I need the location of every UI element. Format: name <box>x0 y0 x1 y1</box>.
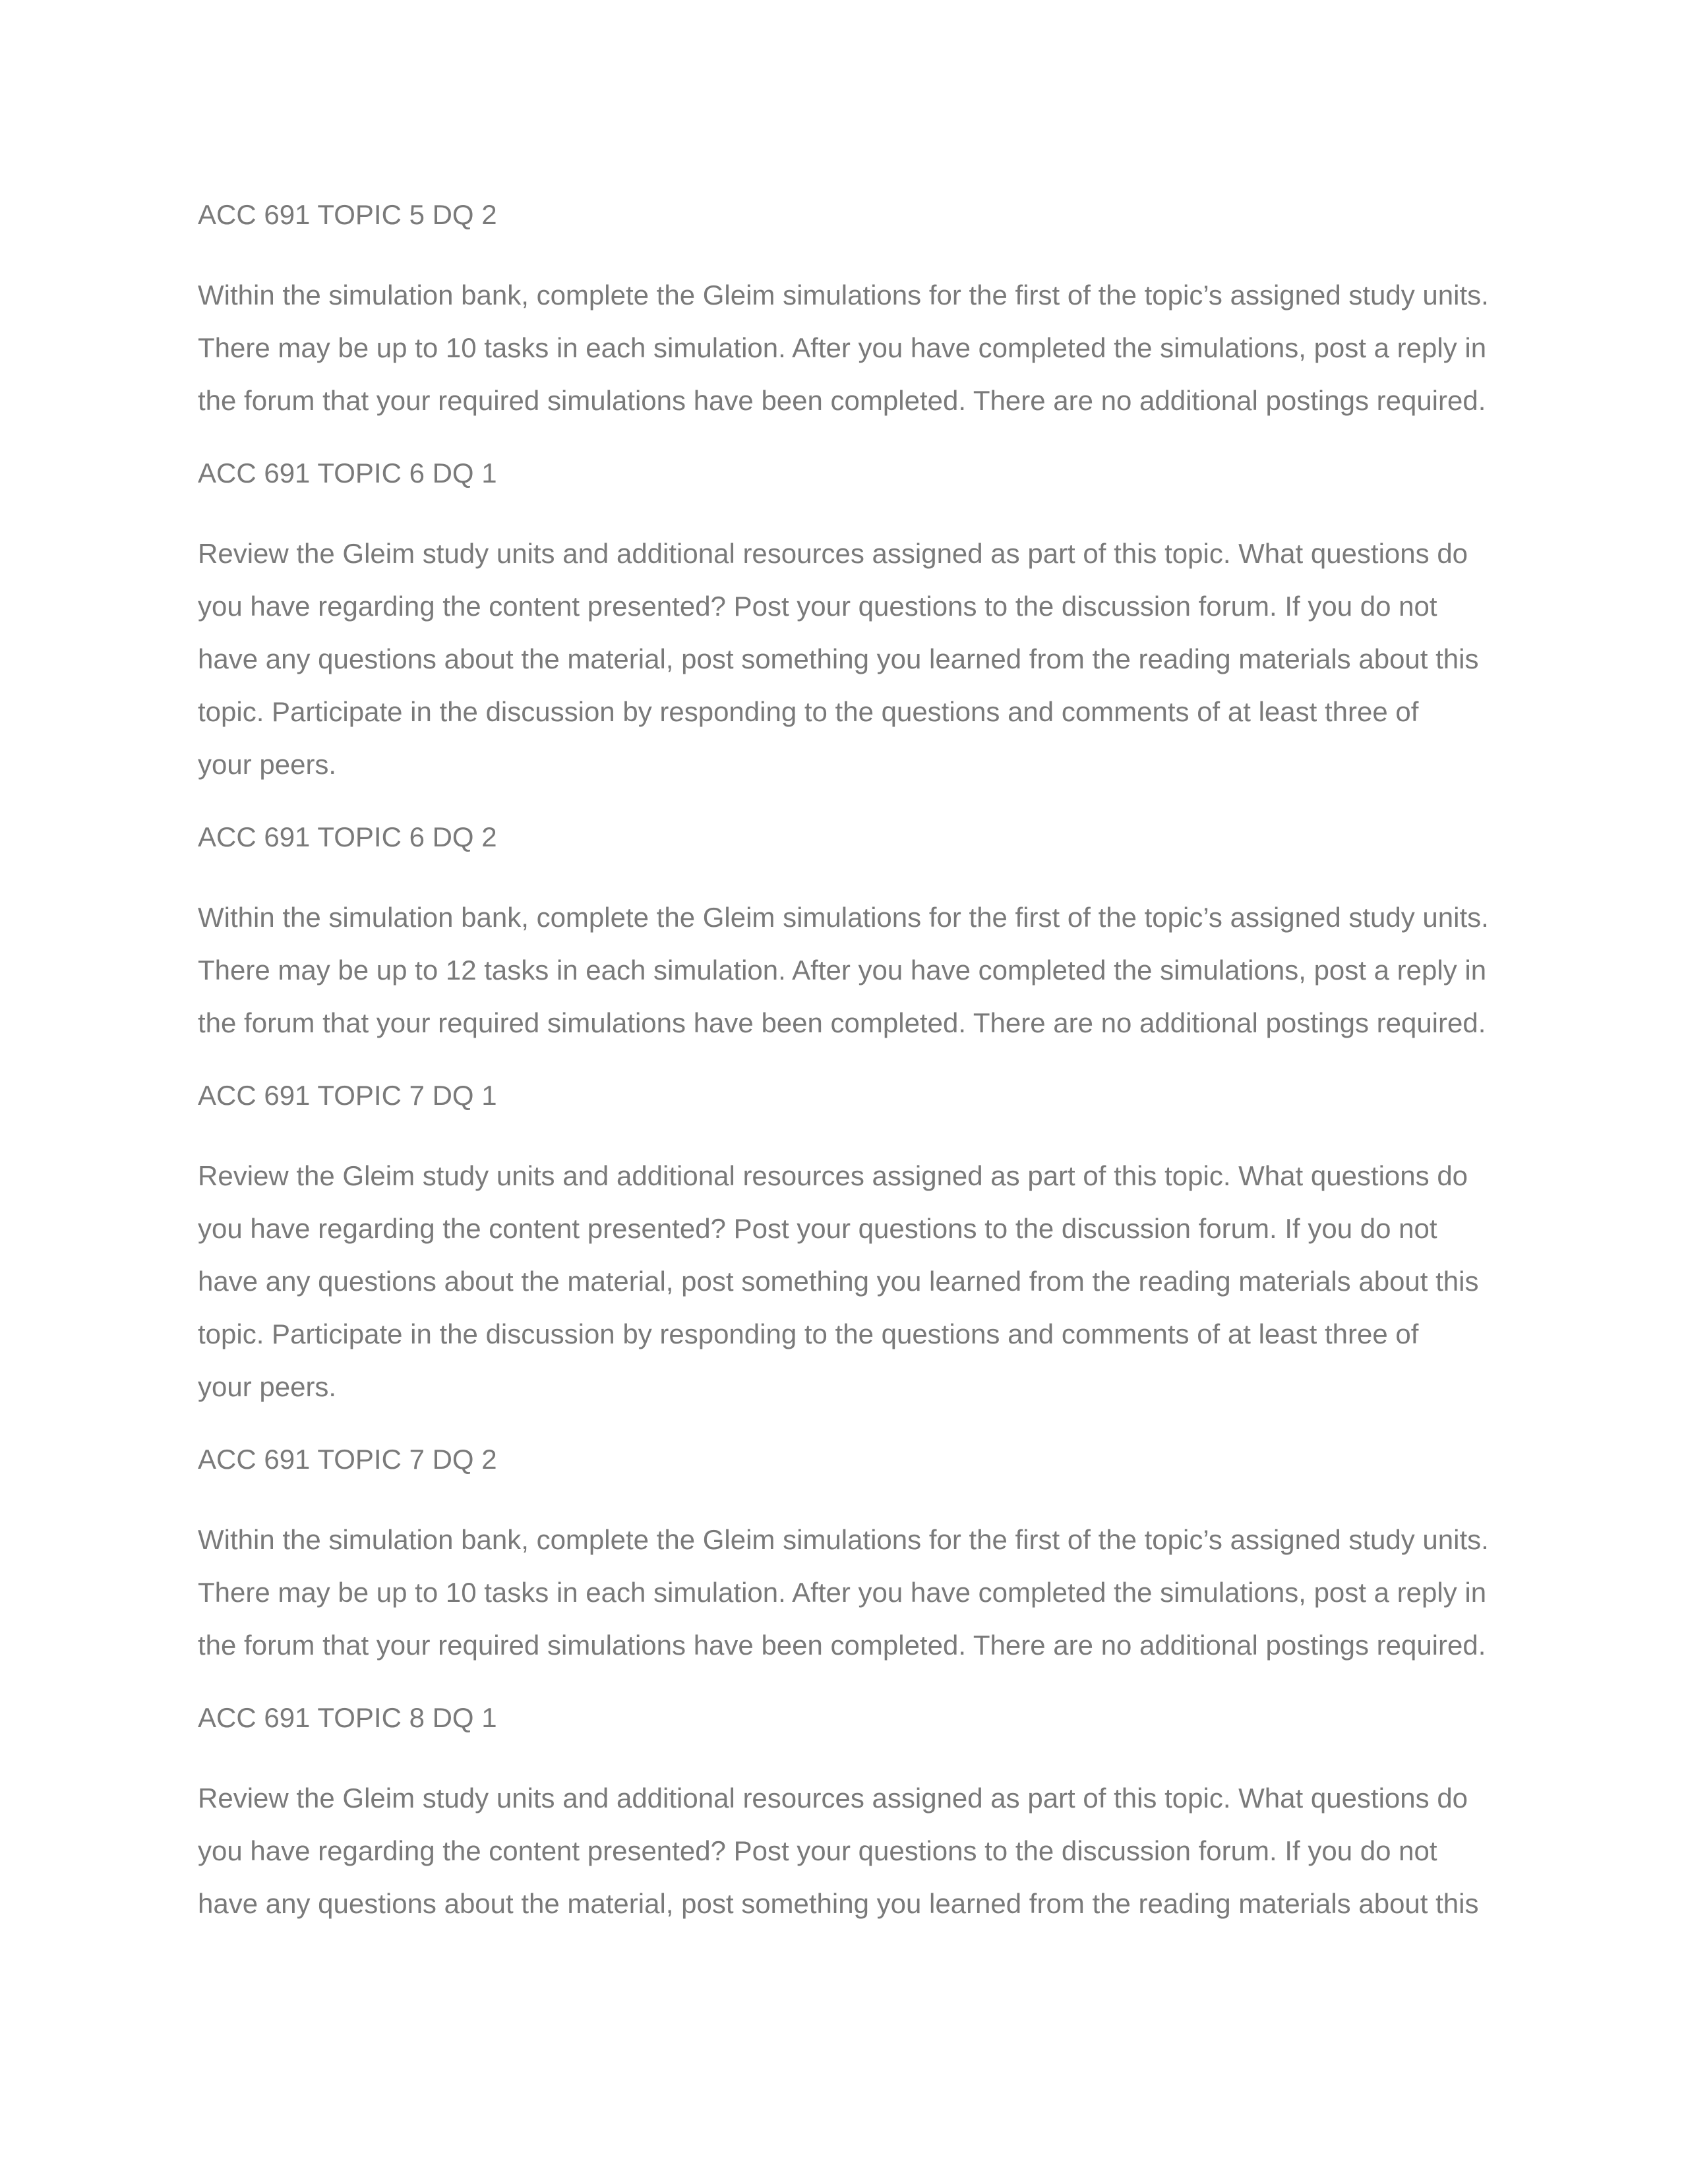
body-line: you have regarding the content presented? Post your questions to the discussion forum. If you do not <box>198 1213 1437 1244</box>
section-heading: ACC 691 TOPIC 5 DQ 2 <box>198 199 497 230</box>
section-heading: ACC 691 TOPIC 7 DQ 2 <box>198 1444 497 1475</box>
body-line: you have regarding the content presented? Post your questions to the discussion forum. If you do not <box>198 1835 1437 1866</box>
body-line: have any questions about the material, post something you learned from the reading materials about this <box>198 1266 1479 1297</box>
document-page <box>198 195 1490 1957</box>
body-line: There may be up to 10 tasks in each simulation. After you have completed the simulations, post a reply in <box>198 1577 1487 1608</box>
body-line: the forum that your required simulations have been completed. There are no additional postings required. <box>198 1007 1486 1038</box>
section-body <box>198 527 1490 791</box>
body-line: There may be up to 10 tasks in each simulation. After you have completed the simulations, post a reply in <box>198 332 1487 363</box>
body-line: topic. Participate in the discussion by responding to the questions and comments of at least three of <box>198 1318 1419 1349</box>
body-line: Review the Gleim study units and additional resources assigned as part of this topic. What questions do <box>198 1783 1468 1814</box>
body-line: the forum that your required simulations have been completed. There are no additional postings required. <box>198 1630 1486 1661</box>
body-line: Within the simulation bank, complete the Gleim simulations for the first of the topic’s assigned study units. <box>198 280 1489 310</box>
section-body <box>198 1514 1490 1672</box>
body-line: Within the simulation bank, complete the Gleim simulations for the first of the topic’s assigned study units. <box>198 902 1489 933</box>
body-line: you have regarding the content presented? Post your questions to the discussion forum. If you do not <box>198 591 1437 622</box>
section-heading: ACC 691 TOPIC 6 DQ 1 <box>198 457 497 488</box>
section-body <box>198 269 1490 427</box>
section-body <box>198 891 1490 1049</box>
section-heading: ACC 691 TOPIC 8 DQ 1 <box>198 1702 497 1733</box>
body-line: Within the simulation bank, complete the Gleim simulations for the first of the topic’s assigned study units. <box>198 1524 1489 1555</box>
section-heading: ACC 691 TOPIC 6 DQ 2 <box>198 821 497 852</box>
section-body <box>198 1772 1490 1930</box>
body-line: topic. Participate in the discussion by responding to the questions and comments of at least three of <box>198 696 1419 727</box>
body-line: have any questions about the material, post something you learned from the reading materials about this <box>198 643 1479 674</box>
section-heading: ACC 691 TOPIC 7 DQ 1 <box>198 1080 497 1111</box>
body-line: There may be up to 12 tasks in each simulation. After you have completed the simulations, post a reply in <box>198 955 1487 986</box>
body-line: Review the Gleim study units and additional resources assigned as part of this topic. What questions do <box>198 538 1468 569</box>
body-line: your peers. <box>198 1371 337 1402</box>
body-line: your peers. <box>198 749 337 780</box>
body-line: have any questions about the material, post something you learned from the reading materials about this <box>198 1888 1479 1919</box>
body-line: Review the Gleim study units and additional resources assigned as part of this topic. What questions do <box>198 1160 1468 1191</box>
body-line: the forum that your required simulations have been completed. There are no additional postings required. <box>198 385 1486 416</box>
section-body <box>198 1150 1490 1413</box>
